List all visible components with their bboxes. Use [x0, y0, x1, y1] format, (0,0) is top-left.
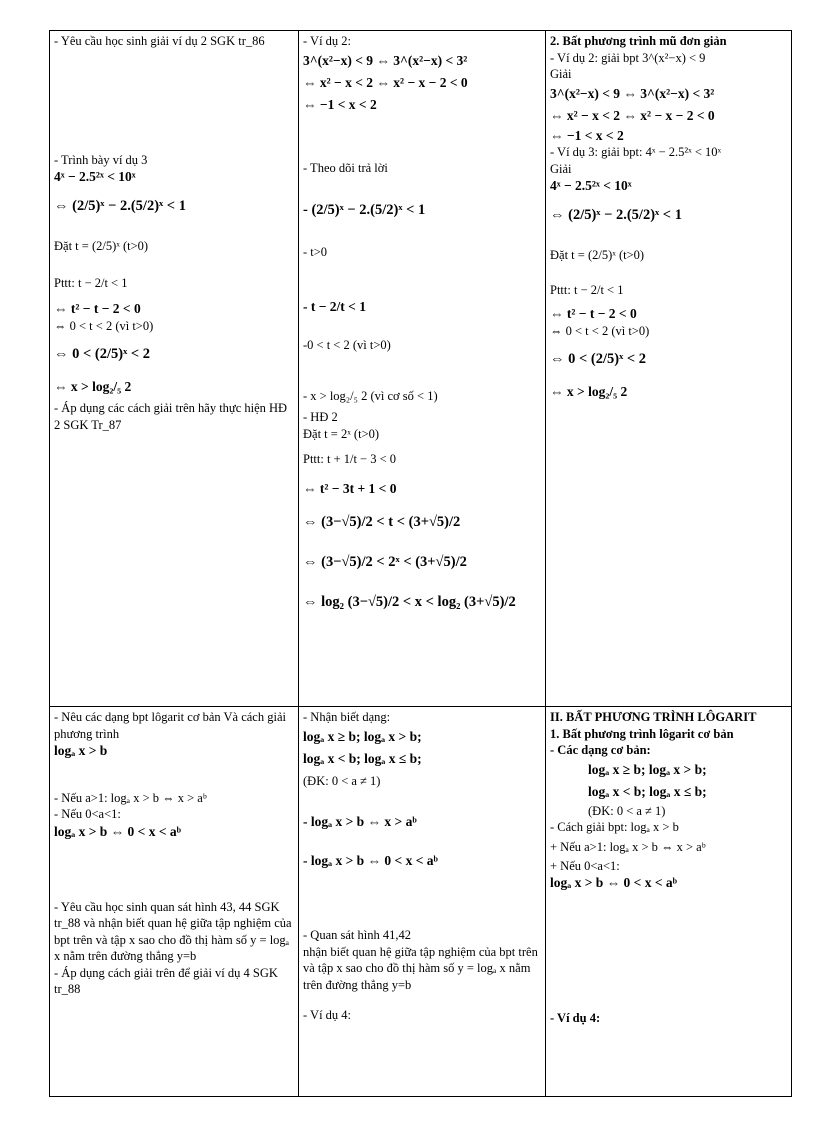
math-line: ⇔ x² − x < 2 ⇔ x² − x − 2 < 0 [303, 74, 468, 90]
math-line: 3^(x²−x) < 9 ⇔ 3^(x²−x) < 3² [550, 85, 715, 101]
math-line: (ĐK: 0 < a ≠ 1) [303, 773, 381, 788]
board-content-cell [546, 707, 792, 1097]
text-line: - Nêu các dạng bpt lôgarit cơ bản Và cách giải phương trình [54, 710, 286, 741]
math-line: 3^(x²−x) < 9 ⇔ 3^(x²−x) < 3² [303, 52, 468, 68]
math-line: -0 < t < 2 (vì t>0) [303, 337, 391, 352]
teacher-activity-cell [50, 707, 299, 1097]
text-line: - Ví dụ 4: [303, 1008, 352, 1023]
math-line: logₐ x ≥ b; logₐ x > b; [588, 761, 707, 777]
math-line: - (2/5)ˣ − 2.(5/2)ˣ < 1 [303, 202, 426, 218]
lesson-plan-table [49, 30, 792, 1097]
math-line: - t − 2/t < 1 [303, 298, 366, 314]
text-line: - Quan sát hình 41,42 [303, 928, 411, 943]
text-line: - Yêu cầu học sinh giải ví dụ 2 SGK tr_86 [54, 34, 265, 48]
section-heading: II. BẤT PHƯƠNG TRÌNH LÔGARIT [550, 710, 757, 724]
math-line: ⇔ 0 < t < 2 (vì t>0) [54, 318, 154, 333]
math-line: - logₐ x > b ⇔ 0 < x < aᵇ [303, 852, 438, 868]
math-line: ⇔ x² − x < 2 ⇔ x² − x − 2 < 0 [550, 107, 715, 123]
student-activity-cell [299, 707, 546, 1097]
text-line: - Theo dõi trả lời [303, 160, 388, 175]
math-line: Pttt: t − 2/t < 1 [54, 275, 128, 290]
math-line: logₐ x < b; logₐ x ≤ b; [303, 750, 422, 766]
math-line: ⇔ log₂ (3−√5)/2 < x < log₂ (3+√5)/2 [303, 594, 516, 610]
text-line: + Nếu a>1: logₐ x > b ⇔ x > aᵇ [550, 839, 706, 854]
math-line: logₐ x > b ⇔ 0 < x < aᵇ [54, 823, 182, 839]
math-line: Đặt t = (2/5)ˣ (t>0) [54, 238, 149, 253]
math-line: ⇔ 0 < (2/5)ˣ < 2 [54, 346, 150, 363]
text-line: - Nếu 0<a<1: [54, 807, 121, 822]
text-line: - Ví dụ 2: [303, 34, 352, 48]
math-line: - logₐ x > b ⇔ x > aᵇ [303, 813, 417, 829]
math-line: ⇔ (2/5)ˣ − 2.(5/2)ˣ < 1 [550, 207, 682, 224]
math-line: (ĐK: 0 < a ≠ 1) [588, 803, 666, 818]
text-line: Giải [550, 161, 572, 176]
math-line: logₐ x > b [54, 743, 108, 758]
teacher-activity-cell [50, 31, 299, 707]
text-line: + Nếu 0<a<1: [550, 858, 620, 873]
section-heading: 2. Bất phương trình mũ đơn giản [550, 34, 727, 48]
math-line: ⇔ 0 < t < 2 (vì t>0) [550, 323, 650, 338]
math-line: logₐ x > b ⇔ 0 < x < aᵇ [550, 875, 678, 890]
math-line: 4ˣ − 2.5²ˣ < 10ˣ [550, 178, 632, 194]
math-line: Đặt t = 2ˣ (t>0) [303, 426, 380, 441]
math-line: Pttt: t − 2/t < 1 [550, 283, 624, 298]
text-line: nhận biết quan hệ giữa tập nghiệm của bpt trên và tập x sao cho đồ thị hàm số y = logₐ x nằm trên đường thẳng y=b [303, 944, 538, 992]
text-line: - Nhận biết dạng: [303, 710, 391, 724]
board-content-cell [546, 31, 792, 707]
text-line: - HĐ 2 [303, 410, 338, 424]
math-line: ⇔ (2/5)ˣ − 2.(5/2)ˣ < 1 [54, 197, 186, 214]
math-line: Đặt t = (2/5)ˣ (t>0) [550, 248, 645, 263]
math-line: 4ˣ − 2.5²ˣ < 10ˣ [54, 169, 136, 184]
math-line: Pttt: t + 1/t − 3 < 0 [303, 452, 397, 466]
text-line: - Nếu a>1: logₐ x > b ⇔ x > aᵇ [54, 790, 207, 805]
text-line: - Ví dụ 4: [550, 1010, 601, 1025]
math-line: ⇔ −1 < x < 2 [303, 96, 377, 112]
table-row [50, 31, 792, 707]
math-line: ⇔ 0 < (2/5)ˣ < 2 [550, 351, 646, 368]
text-line: - Cách giải bpt: logₐ x > b [550, 820, 679, 834]
text-line: - Ví dụ 3: giải bpt: 4ˣ − 2.5²ˣ < 10ˣ [550, 145, 722, 160]
text-line: - Các dạng cơ bản: [550, 743, 651, 757]
math-line: ⇔ x > log₂/₅ 2 [550, 384, 628, 400]
section-subheading: 1. Bất phương trình lôgarit cơ bản [550, 726, 734, 741]
text-line: - Áp dụng cách giải trên để giải ví dụ 4 SGK tr_88 [54, 965, 278, 997]
math-line: ⇔ t² − t − 2 < 0 [550, 306, 637, 322]
math-line: ⇔ x > log₂/₅ 2 [54, 379, 132, 395]
text-line: - Yêu cầu học sinh quan sát hình 43, 44 SGK tr_88 và nhận biết quan hệ giữa tập nghiệm của bpt trên và tập x sao cho đồ thị hàm số y = logₐ x nằm trên đường thẳng y=b [54, 899, 292, 964]
math-line: ⇔ −1 < x < 2 [550, 127, 624, 143]
text-line: - Ví dụ 2: giải bpt 3^(x²−x) < 9 [550, 50, 706, 65]
math-line: ⇔ (3−√5)/2 < 2ˣ < (3+√5)/2 [303, 554, 467, 570]
table-row [50, 707, 792, 1097]
math-line: logₐ x ≥ b; logₐ x > b; [303, 728, 422, 744]
student-activity-cell [299, 31, 546, 707]
math-line: ⇔ (3−√5)/2 < t < (3+√5)/2 [303, 514, 461, 530]
text-line: - Áp dụng các cách giải trên hãy thực hiện HĐ 2 SGK Tr_87 [54, 401, 288, 432]
text-line: - t>0 [303, 245, 328, 259]
math-line: logₐ x < b; logₐ x ≤ b; [588, 783, 707, 799]
text-line: - Trình bày ví dụ 3 [54, 152, 148, 167]
math-line: ⇔ t² − 3t + 1 < 0 [303, 481, 397, 496]
math-line: - x > log₂/₅ 2 (vì cơ số < 1) [303, 389, 438, 403]
math-line: ⇔ t² − t − 2 < 0 [54, 300, 141, 316]
text-line: Giải [550, 67, 572, 81]
